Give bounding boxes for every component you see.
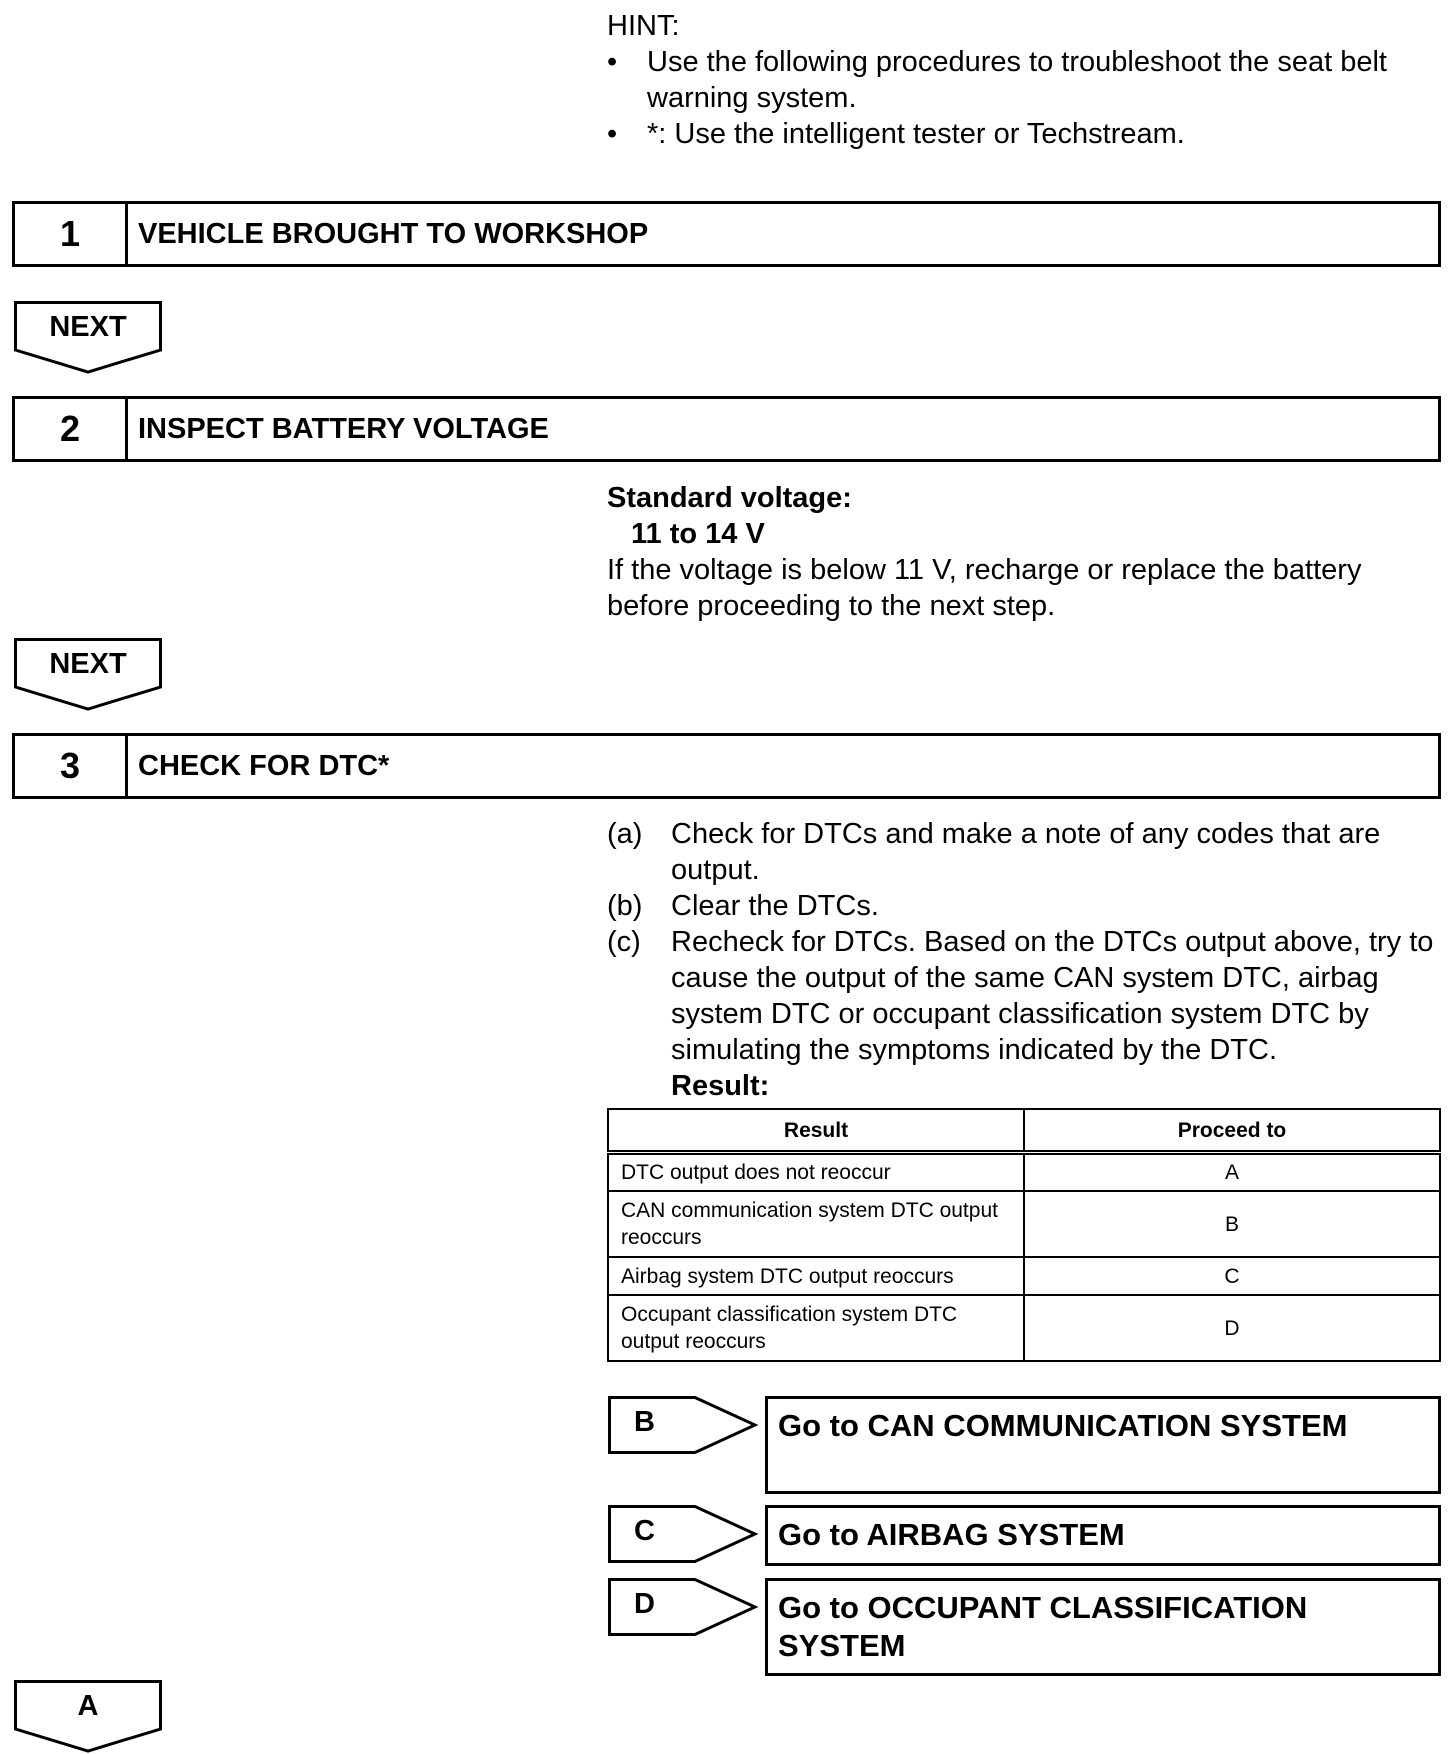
result-cell: Airbag system DTC output reoccurs — [608, 1257, 1024, 1295]
standard-voltage-value: 11 to 14 V — [631, 518, 765, 550]
step-3-header — [12, 733, 1441, 799]
next-label: NEXT — [49, 648, 127, 680]
goto-airbag-system[interactable] — [765, 1505, 1441, 1566]
goto-occupant-classification-system[interactable] — [765, 1578, 1441, 1676]
step-number: 1 — [15, 204, 128, 264]
next-label: NEXT — [49, 311, 127, 343]
next-arrow-2 — [14, 638, 162, 712]
proceed-cell: D — [1024, 1295, 1440, 1361]
step-title: VEHICLE BROUGHT TO WORKSHOP — [138, 217, 649, 250]
right-arrow-tag-icon — [608, 1578, 758, 1636]
table-row — [608, 1191, 1440, 1257]
goto-can-communication-system[interactable] — [765, 1396, 1441, 1494]
final-label: A — [77, 1690, 99, 1722]
procedure-list — [607, 816, 1441, 1068]
proceed-cell: B — [1024, 1191, 1440, 1257]
result-cell: CAN communication system DTC output reoccurs — [608, 1191, 1024, 1257]
table-header-row — [608, 1109, 1440, 1153]
step-1-header — [12, 201, 1441, 267]
proceed-cell: A — [1024, 1153, 1440, 1192]
battery-note: If the voltage is below 11 V, recharge or replace the battery before proceeding to the next step. — [607, 554, 1362, 622]
branch-tag-d — [608, 1578, 758, 1636]
table-row — [608, 1295, 1440, 1361]
bullet-icon: • — [607, 46, 618, 78]
bullet-icon: • — [607, 118, 618, 150]
branch-label: D — [634, 1588, 655, 1620]
hint-title: HINT: — [607, 10, 680, 42]
procedure-item: (a) Check for DTCs and make a note of any codes that are output. — [607, 818, 1381, 886]
step-title: CHECK FOR DTC* — [138, 749, 390, 782]
branch-tag-c — [608, 1505, 758, 1563]
step-2-header — [12, 396, 1441, 462]
hint-list — [607, 44, 1437, 152]
procedure-item: (b) Clear the DTCs. — [607, 890, 879, 922]
result-table — [607, 1108, 1441, 1362]
battery-info — [607, 480, 1437, 624]
branch-label: B — [634, 1406, 655, 1438]
final-arrow-a — [14, 1680, 162, 1754]
standard-voltage-label: Standard voltage: — [607, 482, 852, 514]
branch-label: C — [634, 1515, 655, 1547]
hint-item: • *: Use the intelligent tester or Techstream. — [607, 118, 1185, 150]
right-arrow-tag-icon — [608, 1505, 758, 1563]
step-number: 2 — [15, 399, 128, 459]
column-header-result: Result — [608, 1109, 1024, 1153]
result-cell: Occupant classification system DTC output reoccurs — [608, 1295, 1024, 1361]
step-number: 3 — [15, 736, 128, 796]
goto-label: Go to AIRBAG SYSTEM — [778, 1517, 1125, 1552]
hint-item: • Use the following procedures to troubleshoot the seat belt warning system. — [607, 46, 1387, 114]
step-title: INSPECT BATTERY VOLTAGE — [138, 412, 549, 445]
result-label: Result: — [671, 1070, 770, 1102]
result-cell: DTC output does not reoccur — [608, 1153, 1024, 1192]
next-arrow-1 — [14, 301, 162, 375]
dtc-procedure — [607, 816, 1441, 1104]
column-header-proceed: Proceed to — [1024, 1109, 1440, 1153]
proceed-cell: C — [1024, 1257, 1440, 1295]
goto-label: Go to OCCUPANT CLASSIFICATION SYSTEM — [778, 1590, 1308, 1663]
hint-block — [607, 8, 1437, 152]
table-row — [608, 1257, 1440, 1295]
procedure-item: (c) Recheck for DTCs. Based on the DTCs output above, try to cause the output of the same CAN system DTC, airbag system DTC or occupant classification system DTC by simulating the symptoms indicated by the DTC. — [607, 926, 1434, 1066]
branch-tag-b — [608, 1396, 758, 1454]
table-row — [608, 1153, 1440, 1192]
goto-label: Go to CAN COMMUNICATION SYSTEM — [778, 1408, 1348, 1443]
right-arrow-tag-icon — [608, 1396, 758, 1454]
